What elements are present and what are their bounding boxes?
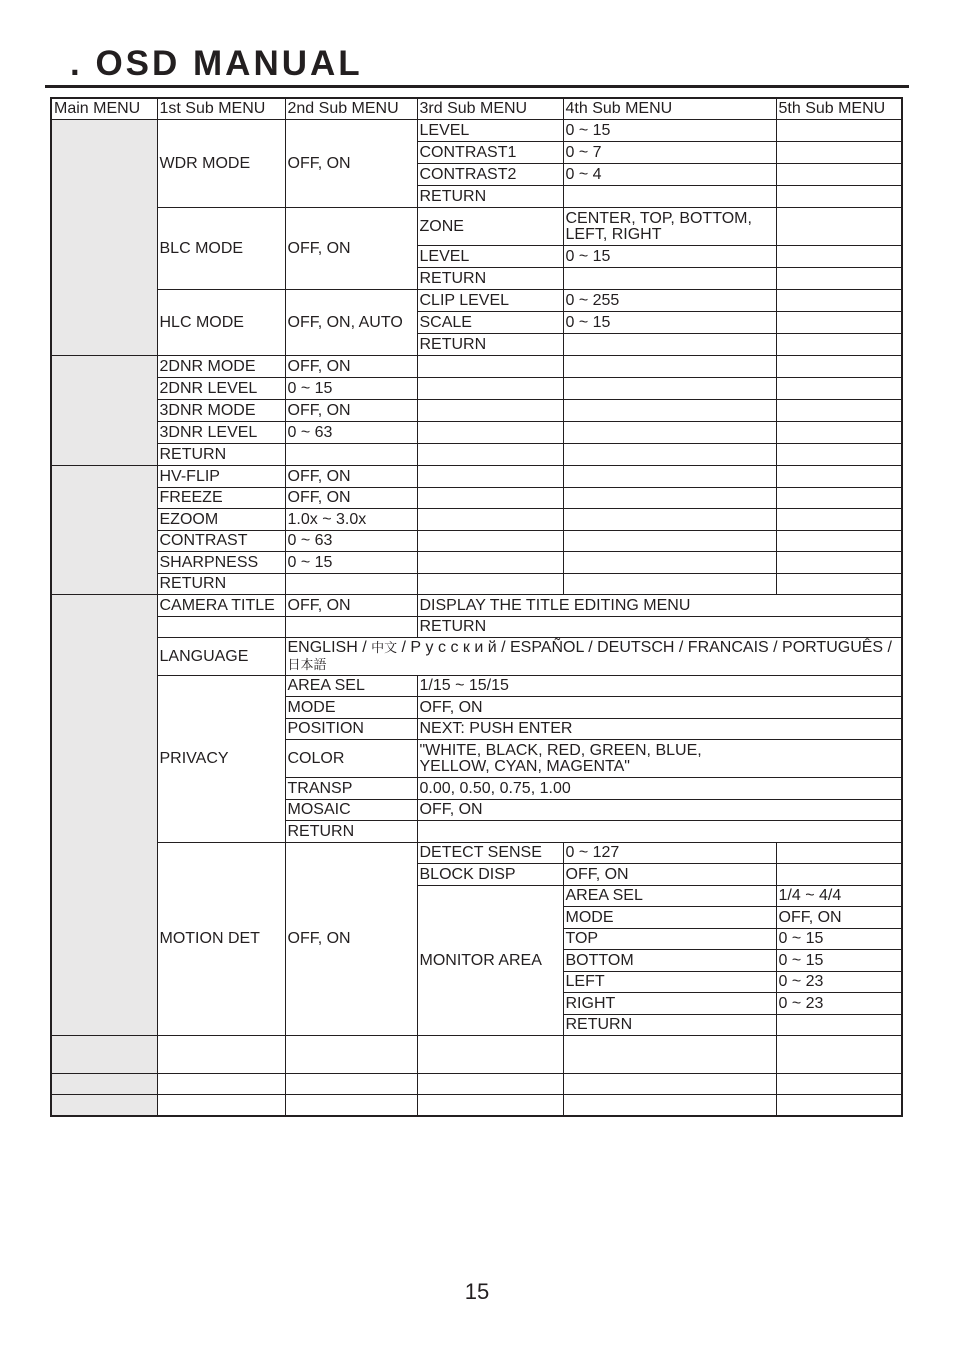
empty-cell xyxy=(563,509,776,531)
camera-title-label: CAMERA TITLE xyxy=(157,595,285,617)
monitor-sub-range: 0 ~ 23 xyxy=(776,972,902,993)
header-2nd-sub-menu: 2nd Sub MENU xyxy=(285,98,417,120)
empty-cell xyxy=(776,290,902,312)
monitor-sub-label: LEFT xyxy=(563,972,776,993)
wdr-mode-value: OFF, ON xyxy=(285,120,417,208)
osd-menu-table xyxy=(50,97,903,1117)
empty-cell xyxy=(776,334,902,356)
empty-cell xyxy=(563,466,776,488)
blc-mode-label: BLC MODE xyxy=(157,208,285,290)
empty-cell xyxy=(285,1095,417,1116)
empty-cell xyxy=(563,356,776,378)
hlc-sub-label: SCALE xyxy=(417,312,563,334)
empty-cell xyxy=(776,864,902,886)
image-value: 0 ~ 15 xyxy=(285,552,417,574)
dnr-label: 3DNR MODE xyxy=(157,400,285,422)
table-row xyxy=(51,1036,902,1074)
wdr-sub-label: CONTRAST1 xyxy=(417,142,563,164)
table-row xyxy=(51,400,902,422)
empty-cell xyxy=(417,444,563,466)
privacy-sub-value: OFF, ON xyxy=(417,697,902,719)
main-menu-cell-2 xyxy=(51,356,157,466)
monitor-area-label: MONITOR AREA xyxy=(417,886,563,1036)
table-row xyxy=(51,509,902,531)
empty-cell xyxy=(417,378,563,400)
blc-sub-label: RETURN xyxy=(417,268,563,290)
blc-mode-value: OFF, ON xyxy=(285,208,417,290)
monitor-sub-label: MODE xyxy=(563,907,776,929)
empty-cell xyxy=(563,1095,776,1116)
monitor-sub-range: 0 ~ 23 xyxy=(776,993,902,1015)
table-row xyxy=(51,676,902,697)
empty-cell xyxy=(776,574,902,595)
table-row xyxy=(51,531,902,552)
empty-cell xyxy=(157,1036,285,1074)
table-row xyxy=(51,466,902,488)
privacy-sub-label: AREA SEL xyxy=(285,676,417,697)
empty-cell xyxy=(285,1036,417,1074)
empty-cell xyxy=(417,509,563,531)
main-menu-cell-4 xyxy=(51,595,157,1036)
empty-cell xyxy=(417,422,563,444)
empty-cell xyxy=(776,356,902,378)
language-options-d: 日本語 xyxy=(287,657,327,673)
empty-cell xyxy=(563,444,776,466)
empty-cell xyxy=(417,488,563,509)
hlc-sub-label: CLIP LEVEL xyxy=(417,290,563,312)
table-row xyxy=(51,488,902,509)
table-row xyxy=(51,444,902,466)
empty-cell xyxy=(417,1036,563,1074)
dnr-label: 3DNR LEVEL xyxy=(157,422,285,444)
detect-sense-label: DETECT SENSE xyxy=(417,843,563,864)
table-row xyxy=(51,843,902,864)
dnr-value: 0 ~ 63 xyxy=(285,422,417,444)
empty-cell xyxy=(563,531,776,552)
empty-cell xyxy=(776,444,902,466)
empty-cell xyxy=(563,1036,776,1074)
privacy-sub-value: OFF, ON xyxy=(417,800,902,821)
table-row xyxy=(51,1095,902,1116)
header-main-menu: Main MENU xyxy=(51,98,157,120)
blc-sub-label: ZONE xyxy=(417,208,563,246)
empty-cell xyxy=(563,378,776,400)
empty-cell xyxy=(776,488,902,509)
main-menu-cell-5 xyxy=(51,1036,157,1074)
wdr-sub-range: 0 ~ 15 xyxy=(563,120,776,142)
privacy-sub-value: 1/15 ~ 15/15 xyxy=(417,676,902,697)
language-label: LANGUAGE xyxy=(157,638,285,676)
image-value xyxy=(285,574,417,595)
wdr-sub-range: 0 ~ 7 xyxy=(563,142,776,164)
privacy-sub-label: TRANSP xyxy=(285,778,417,800)
monitor-sub-range xyxy=(776,1015,902,1036)
main-menu-cell-6 xyxy=(51,1074,157,1095)
table-row xyxy=(51,638,902,676)
empty-cell xyxy=(563,400,776,422)
wdr-sub-range: 0 ~ 4 xyxy=(563,164,776,186)
blc-sub-range: 0 ~ 15 xyxy=(563,246,776,268)
empty-cell xyxy=(776,552,902,574)
wdr-mode-label: WDR MODE xyxy=(157,120,285,208)
monitor-sub-range: 1/4 ~ 4/4 xyxy=(776,886,902,907)
camera-title-value: OFF, ON xyxy=(285,595,417,617)
empty-cell xyxy=(285,1074,417,1095)
table-row xyxy=(51,378,902,400)
blc-sub-label: LEVEL xyxy=(417,246,563,268)
table-row xyxy=(51,356,902,378)
header-1st-sub-menu: 1st Sub MENU xyxy=(157,98,285,120)
empty-cell xyxy=(417,1095,563,1116)
hlc-sub-range xyxy=(563,334,776,356)
dnr-label: 2DNR LEVEL xyxy=(157,378,285,400)
image-label: RETURN xyxy=(157,574,285,595)
empty-cell xyxy=(776,1074,902,1095)
hlc-sub-range: 0 ~ 15 xyxy=(563,312,776,334)
privacy-label: PRIVACY xyxy=(157,676,285,843)
privacy-sub-label: POSITION xyxy=(285,719,417,740)
empty-cell xyxy=(776,466,902,488)
empty-cell xyxy=(417,552,563,574)
table-row xyxy=(51,290,902,312)
monitor-sub-label: AREA SEL xyxy=(563,886,776,907)
empty-cell xyxy=(776,186,902,208)
header-3rd-sub-menu: 3rd Sub MENU xyxy=(417,98,563,120)
language-options-c: / Р у с с к и й / ESPAÑOL / DEUTSCH / FRANCAIS / PORTUGUÊS / xyxy=(397,638,892,656)
image-label: CONTRAST xyxy=(157,531,285,552)
privacy-sub-value: NEXT: PUSH ENTER xyxy=(417,719,902,740)
empty-cell xyxy=(776,378,902,400)
main-menu-cell-3 xyxy=(51,466,157,595)
wdr-sub-label: RETURN xyxy=(417,186,563,208)
empty-cell xyxy=(157,1095,285,1116)
empty-cell xyxy=(285,617,417,638)
monitor-sub-label: RIGHT xyxy=(563,993,776,1015)
monitor-sub-range: 0 ~ 15 xyxy=(776,950,902,972)
empty-cell xyxy=(776,509,902,531)
empty-cell xyxy=(776,422,902,444)
language-options xyxy=(285,638,902,676)
monitor-sub-label: BOTTOM xyxy=(563,950,776,972)
image-label: EZOOM xyxy=(157,509,285,531)
monitor-sub-range: 0 ~ 15 xyxy=(776,929,902,950)
privacy-sub-label: RETURN xyxy=(285,821,417,843)
motion-det-label: MOTION DET xyxy=(157,843,285,1036)
motion-det-value: OFF, ON xyxy=(285,843,417,1036)
image-label: FREEZE xyxy=(157,488,285,509)
language-options-b: 中文 xyxy=(371,640,398,656)
image-value: OFF, ON xyxy=(285,466,417,488)
camera-title-desc: DISPLAY THE TITLE EDITING MENU xyxy=(417,595,902,617)
empty-cell xyxy=(563,1074,776,1095)
empty-cell xyxy=(417,574,563,595)
main-menu-cell-7 xyxy=(51,1095,157,1116)
blc-sub-range xyxy=(563,268,776,290)
privacy-sub-label: MOSAIC xyxy=(285,800,417,821)
dnr-value: OFF, ON xyxy=(285,400,417,422)
empty-cell xyxy=(776,531,902,552)
wdr-sub-range xyxy=(563,186,776,208)
empty-cell xyxy=(776,1095,902,1116)
dnr-value xyxy=(285,444,417,466)
empty-cell xyxy=(776,1036,902,1074)
blc-sub-range: CENTER, TOP, BOTTOM, LEFT, RIGHT xyxy=(563,208,776,246)
image-value: 0 ~ 63 xyxy=(285,531,417,552)
block-disp-value: OFF, ON xyxy=(563,864,776,886)
language-options-a: ENGLISH / xyxy=(287,638,372,656)
table-row xyxy=(51,208,902,246)
wdr-sub-label: LEVEL xyxy=(417,120,563,142)
title-rule xyxy=(45,85,909,88)
empty-cell xyxy=(417,531,563,552)
empty-cell xyxy=(563,574,776,595)
monitor-sub-label: RETURN xyxy=(563,1015,776,1036)
dnr-value: OFF, ON xyxy=(285,356,417,378)
header-4th-sub-menu: 4th Sub MENU xyxy=(563,98,776,120)
dnr-label: RETURN xyxy=(157,444,285,466)
table-header-row xyxy=(51,98,902,120)
wdr-sub-label: CONTRAST2 xyxy=(417,164,563,186)
empty-cell xyxy=(417,356,563,378)
privacy-sub-value xyxy=(417,821,902,843)
empty-cell xyxy=(563,422,776,444)
empty-cell xyxy=(776,246,902,268)
hlc-mode-value: OFF, ON, AUTO xyxy=(285,290,417,356)
header-5th-sub-menu: 5th Sub MENU xyxy=(776,98,902,120)
empty-cell xyxy=(776,164,902,186)
image-value: OFF, ON xyxy=(285,488,417,509)
privacy-sub-label: COLOR xyxy=(285,740,417,778)
table-row xyxy=(51,422,902,444)
table-row xyxy=(51,120,902,142)
table-row xyxy=(51,595,902,617)
dnr-label: 2DNR MODE xyxy=(157,356,285,378)
monitor-sub-label: TOP xyxy=(563,929,776,950)
image-label: HV-FLIP xyxy=(157,466,285,488)
page-number: 15 xyxy=(464,1279,490,1304)
empty-cell xyxy=(417,400,563,422)
empty-cell xyxy=(157,617,285,638)
hlc-mode-label: HLC MODE xyxy=(157,290,285,356)
table-row xyxy=(51,1074,902,1095)
detect-sense-range: 0 ~ 127 xyxy=(563,843,776,864)
privacy-sub-value: "WHITE, BLACK, RED, GREEN, BLUE, YELLOW, CYAN, MAGENTA" xyxy=(417,740,902,778)
empty-cell xyxy=(563,552,776,574)
monitor-sub-range: OFF, ON xyxy=(776,907,902,929)
camera-title-return: RETURN xyxy=(417,617,902,638)
privacy-sub-value: 0.00, 0.50, 0.75, 1.00 xyxy=(417,778,902,800)
empty-cell xyxy=(776,120,902,142)
empty-cell xyxy=(157,1074,285,1095)
table-row xyxy=(51,552,902,574)
privacy-sub-label: MODE xyxy=(285,697,417,719)
image-value: 1.0x ~ 3.0x xyxy=(285,509,417,531)
main-menu-cell-1 xyxy=(51,120,157,356)
empty-cell xyxy=(776,142,902,164)
empty-cell xyxy=(776,312,902,334)
empty-cell xyxy=(417,1074,563,1095)
empty-cell xyxy=(776,208,902,246)
table-row xyxy=(51,574,902,595)
hlc-sub-label: RETURN xyxy=(417,334,563,356)
page-title: . OSD MANUAL xyxy=(70,44,363,83)
hlc-sub-range: 0 ~ 255 xyxy=(563,290,776,312)
image-label: SHARPNESS xyxy=(157,552,285,574)
dnr-value: 0 ~ 15 xyxy=(285,378,417,400)
empty-cell xyxy=(776,843,902,864)
empty-cell xyxy=(417,466,563,488)
empty-cell xyxy=(563,488,776,509)
empty-cell xyxy=(776,268,902,290)
table-row xyxy=(51,617,902,638)
block-disp-label: BLOCK DISP xyxy=(417,864,563,886)
empty-cell xyxy=(776,400,902,422)
